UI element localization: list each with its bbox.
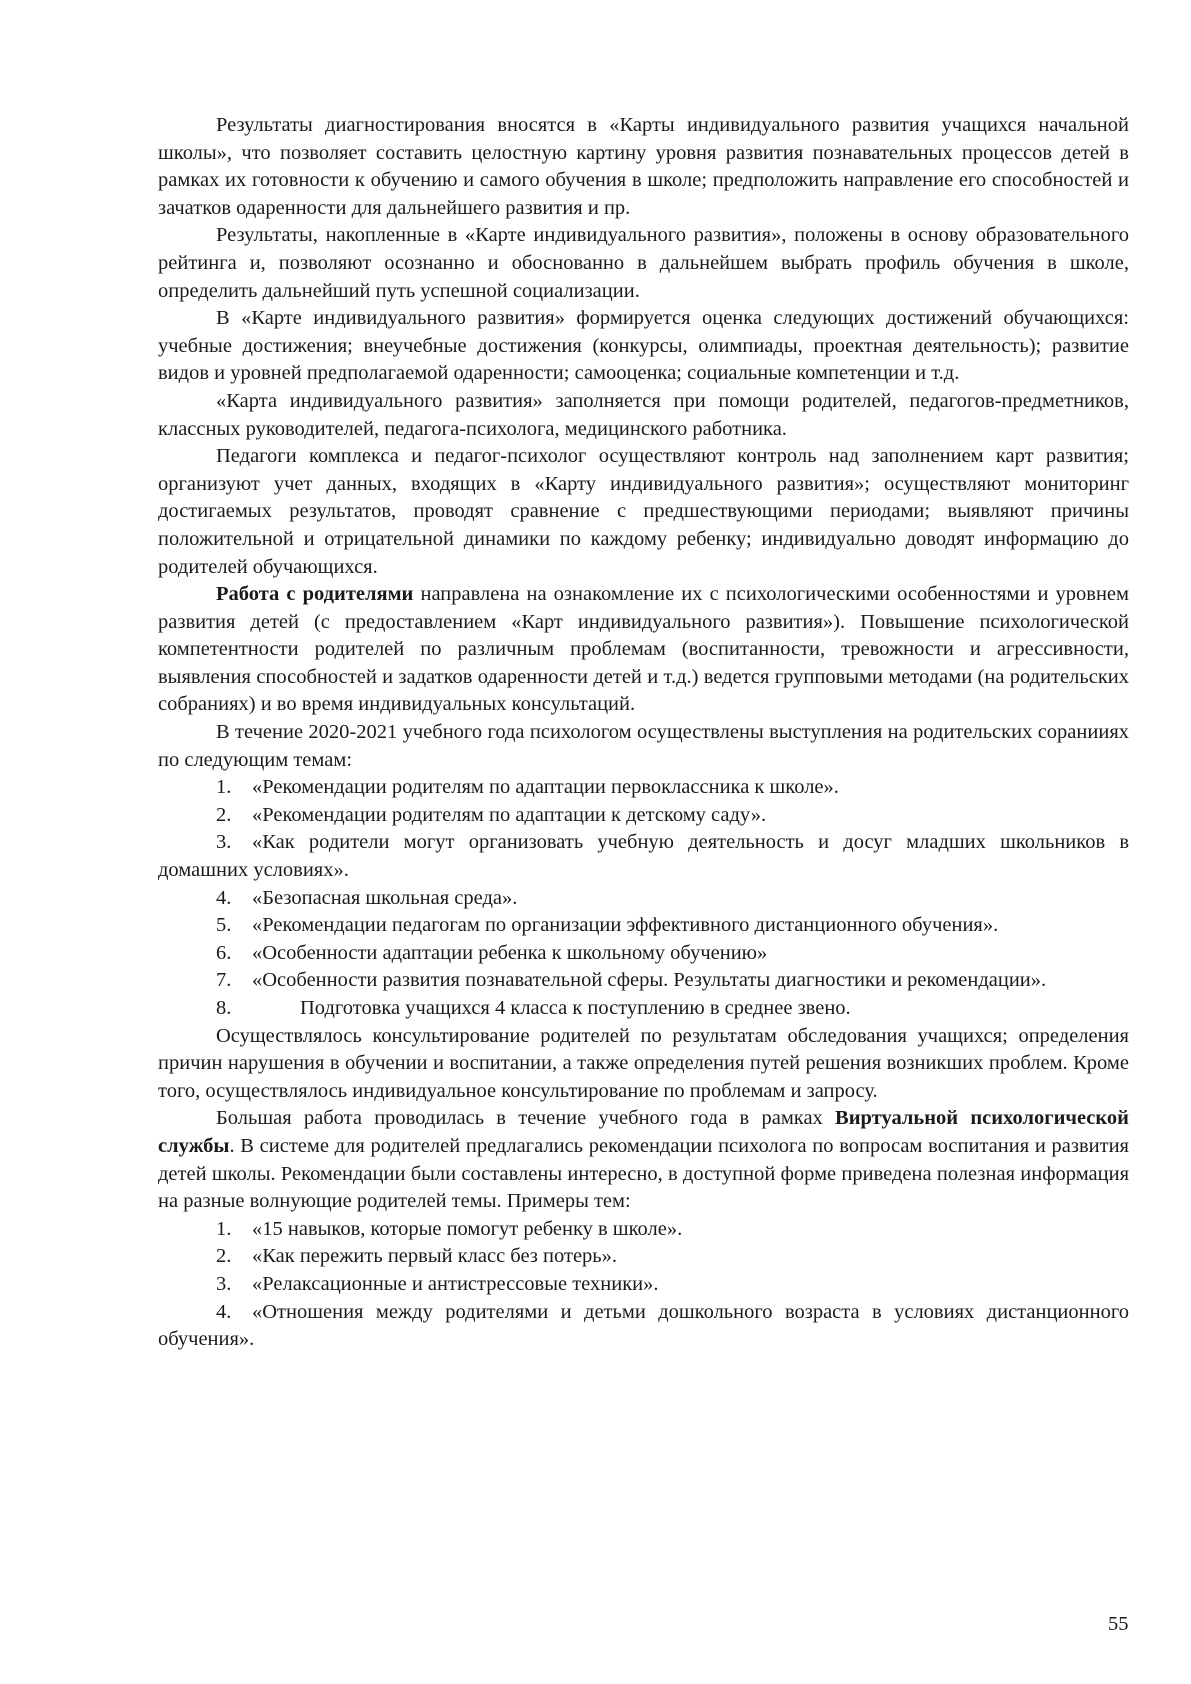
list-item <box>158 1271 1129 1299</box>
list-text: «Рекомендации педагогам по организации эффективного дистанционного обучения». <box>252 914 999 937</box>
list-text: «Как родители могут организовать учебную деятельность и досуг младших школьников в домашних условиях». <box>158 831 1129 882</box>
list-item <box>158 967 1129 995</box>
list-number: 2. <box>216 1245 232 1268</box>
list-text: «Как пережить первый класс без потерь». <box>252 1245 618 1268</box>
list-number: 6. <box>216 941 232 964</box>
list-text: «Рекомендации родителям по адаптации первоклассника к школе». <box>252 776 839 799</box>
topics-list <box>158 1216 1129 1354</box>
list-number: 5. <box>216 914 232 937</box>
list-text: Подготовка учащихся 4 класса к поступлению в среднее звено. <box>300 997 851 1019</box>
paragraph-speeches-intro: В течение 2020-2021 учебного года психологом осуществлены выступления на родительских соранииях по следующим темам: <box>158 721 1129 771</box>
list-number: 8. <box>216 997 232 1019</box>
paragraph-parents-work <box>158 581 1129 719</box>
list-number: 7. <box>216 969 232 992</box>
paragraph-virtual-service <box>158 1105 1129 1215</box>
list-number: 4. <box>216 1300 232 1323</box>
virtual-service-heading: Виртуальной психологической службы <box>158 1107 1129 1157</box>
list-number: 2. <box>216 803 232 826</box>
list-item <box>158 802 1129 830</box>
paragraph-diagnostics: Результаты диагностирования вносятся в «Карты индивидуального развития учащихся начальной школы», что позволяет составить целостную картину уровня развития познавательных процессов детей в рамках их готовности к обучению и самого обучения в школе; предположить направление его способностей и зачатков одаренности для дальнейшего развития и пр. <box>158 114 1129 219</box>
list-text: «Отношения между родителями и детьми дошкольного возраста в условиях дистанционного обучения». <box>158 1300 1129 1351</box>
list-item <box>158 774 1129 802</box>
list-item <box>158 912 1129 940</box>
parents-work-text: направлена на ознакомление их с психологическими особенностями и уровнем развития детей (с предоставлением «Карт индивидуального развития»). Повышение психологической компетентности родителей по различным проблемам (воспитанности, тревожности и агрессивности, выявления способностей и задатков одаренности детей и т.д.) ведется групповыми методами (на родительских собраниях) и во время индивидуальных консультаций. <box>158 583 1129 716</box>
list-text: «Безопасная школьная среда». <box>252 886 518 909</box>
paragraph-teachers-control: Педагоги комплекса и педагог-психолог осуществляют контроль над заполнением карт развития; организуют учет данных, входящих в «Карту индивидуального развития»; осуществляют мониторинг достигаемых результатов, проводят сравнение с предшествующими периодами; выявляют причины положительной и отрицательной динамики по каждому ребенку; индивидуально доводят информацию до родителей обучающихся. <box>158 445 1129 578</box>
list-item <box>158 1243 1129 1271</box>
list-item <box>158 1216 1129 1244</box>
page-number: 55 <box>1108 1613 1129 1635</box>
list-number: 4. <box>216 886 232 909</box>
list-number: 3. <box>216 1272 232 1295</box>
list-item <box>158 885 1129 913</box>
list-item <box>158 995 1129 1023</box>
parents-work-heading: Работа с родителями <box>216 583 414 606</box>
list-text: «Особенности адаптации ребенка к школьному обучению» <box>252 941 768 964</box>
list-item <box>158 940 1129 968</box>
list-text: «15 навыков, которые помогут ребенку в школе». <box>252 1217 683 1240</box>
paragraph-card-filling: «Карта индивидуального развития» заполняется при помощи родителей, педагогов-предметников, классных руководителей, педагога-психолога, медицинского работника. <box>158 389 1129 440</box>
speeches-list <box>158 774 1129 1022</box>
list-item <box>158 829 1129 884</box>
list-number: 1. <box>216 1217 232 1240</box>
paragraph-results: Результаты, накопленные в «Карте индивидуального развития», положены в основу образовательного рейтинга и, позволяют осознанно и обоснованно в дальнейшем выбрать профиль обучения в школе, определить дальнейший путь успешной социализации. <box>158 224 1129 302</box>
paragraph-consulting: Осуществлялось консультирование родителей по результатам обследования учащихся; определения причин нарушения в обучении и воспитании, а также определения путей решения возникших проблем. Кроме того, осуществлялось индивидуальное консультирование по проблемам и запросу. <box>158 1024 1129 1102</box>
list-text: «Релаксационные и антистрессовые техники». <box>252 1272 659 1295</box>
virtual-service-text-before: Большая работа проводилась в течение учебного года в рамках <box>216 1107 836 1130</box>
list-text: «Особенности развития познавательной сферы. Результаты диагностики и рекомендации». <box>252 969 1047 992</box>
list-number: 1. <box>216 776 232 799</box>
virtual-service-text-after: . В системе для родителей предлагались рекомендации психолога по вопросам воспитания и развития детей школы. Рекомендации были составлены интересно, в доступной форме приведена полезная информация на разные волнующие родителей темы. Примеры тем: <box>158 1134 1129 1213</box>
paragraph-assessment: В «Карте индивидуального развития» формируется оценка следующих достижений обучающихся: учебные достижения; внеучебные достижения (конкурсы, олимпиады, проектная деятельность); развитие видов и уровней предполагаемой одаренности; самооценка; социальные компетенции и т.д. <box>158 307 1129 385</box>
list-item <box>158 1299 1129 1354</box>
list-text: «Рекомендации родителям по адаптации к детскому саду». <box>252 803 767 826</box>
list-number: 3. <box>216 831 232 854</box>
document-page <box>158 112 1129 1354</box>
